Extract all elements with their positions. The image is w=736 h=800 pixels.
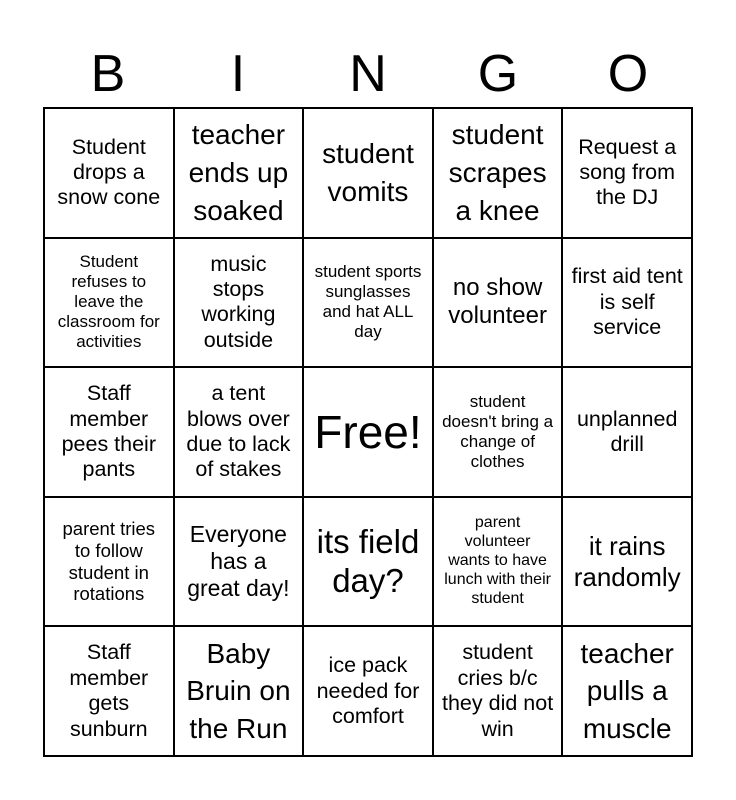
bingo-cell[interactable] <box>174 238 304 368</box>
bingo-cell[interactable] <box>174 108 304 238</box>
bingo-cell[interactable] <box>44 238 174 368</box>
bingo-cell[interactable] <box>562 367 692 497</box>
bingo-cell[interactable] <box>303 108 433 238</box>
free-space-text: Free! <box>314 405 422 458</box>
cell-text: student doesn't bring a change of clothes <box>442 391 554 472</box>
cell-text: Everyone has a great day! <box>187 520 290 602</box>
bingo-cell[interactable] <box>44 108 174 238</box>
bingo-cell[interactable] <box>44 626 174 756</box>
header-letter-g: G <box>477 45 519 103</box>
cell-text: student cries b/c they did not win <box>442 640 554 741</box>
bingo-cell[interactable] <box>433 626 563 756</box>
cell-text: parent tries to follow student in rotations <box>62 517 156 605</box>
bingo-cell[interactable] <box>174 626 304 756</box>
bingo-board <box>43 107 693 757</box>
bingo-cell[interactable] <box>433 367 563 497</box>
bingo-cell[interactable] <box>433 497 563 627</box>
cell-text: Student drops a snow cone <box>57 134 161 210</box>
bingo-cell[interactable] <box>433 108 563 238</box>
cell-text: its field day? <box>316 522 420 599</box>
free-space[interactable] <box>303 367 433 497</box>
bingo-header <box>43 40 693 108</box>
bingo-cell[interactable] <box>174 497 304 627</box>
cell-text: parent volunteer wants to have lunch with their student <box>444 514 551 607</box>
bingo-cell[interactable] <box>44 497 174 627</box>
header-letter-n: N <box>349 45 387 103</box>
cell-text: Student refuses to leave the classroom for activities <box>57 252 160 352</box>
cell-text: student sports sunglasses and hat ALL day <box>314 262 422 342</box>
cell-text: a tent blows over due to lack of stakes <box>186 381 291 482</box>
cell-text: no show volunteer <box>448 274 547 330</box>
bingo-cell[interactable] <box>44 367 174 497</box>
bingo-cell[interactable] <box>562 497 692 627</box>
cell-text: student scrapes a knee <box>448 119 547 226</box>
cell-text: Baby Bruin on the Run <box>186 637 291 745</box>
cell-text: Staff member gets sunburn <box>69 640 149 741</box>
bingo-cell[interactable] <box>562 626 692 756</box>
bingo-cell[interactable] <box>562 108 692 238</box>
cell-text: it rains randomly <box>573 530 681 592</box>
cell-text: Request a song from the DJ <box>578 134 677 210</box>
cell-text: ice pack needed for comfort <box>316 653 420 728</box>
bingo-cell[interactable] <box>303 626 433 756</box>
header-letter-i: I <box>230 45 246 103</box>
cell-text: Staff member pees their pants <box>61 381 156 482</box>
bingo-cell[interactable] <box>433 238 563 368</box>
cell-text: first aid tent is self service <box>571 264 683 340</box>
bingo-cell[interactable] <box>303 497 433 627</box>
cell-text: teacher ends up soaked <box>188 119 289 226</box>
bingo-cell[interactable] <box>562 238 692 368</box>
cell-text: music stops working outside <box>201 251 276 352</box>
cell-text: teacher pulls a muscle <box>580 637 674 745</box>
bingo-cell[interactable] <box>174 367 304 497</box>
cell-text: unplanned drill <box>576 406 678 456</box>
bingo-cell[interactable] <box>303 238 433 368</box>
cell-text: student vomits <box>322 138 414 207</box>
header-letter-b: B <box>90 45 126 103</box>
header-letter-o: O <box>607 45 649 103</box>
